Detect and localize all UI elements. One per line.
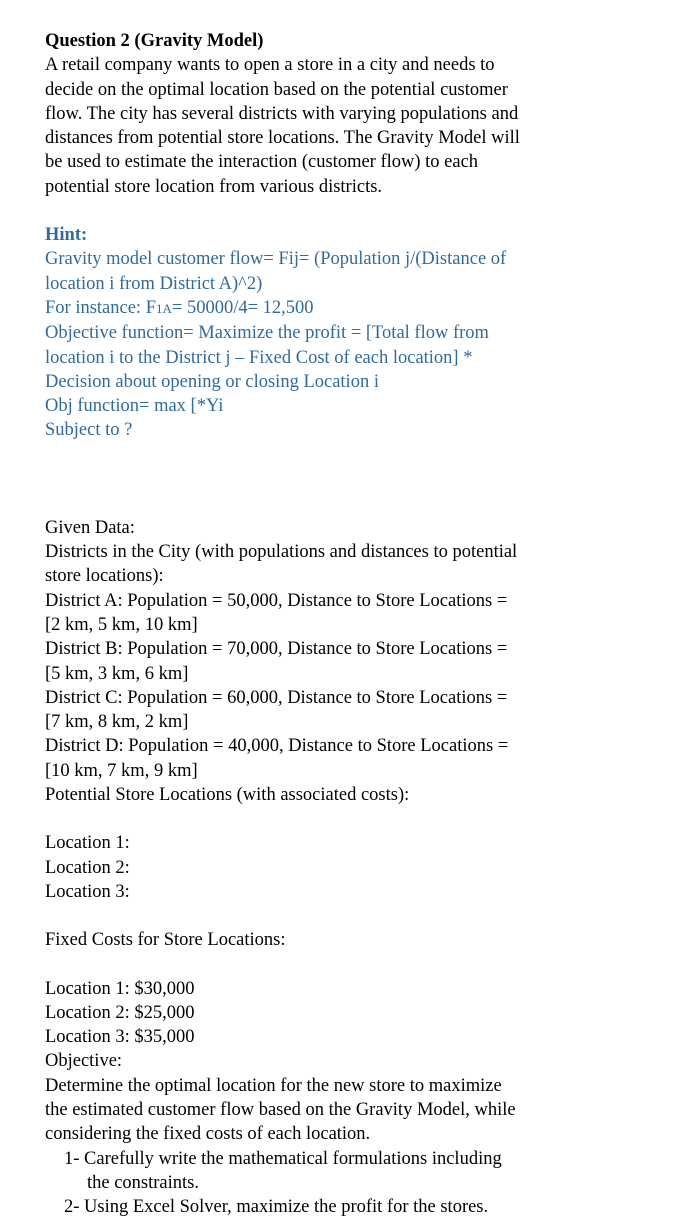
task-item: 2- Using Excel Solver, maximize the profit for the stores.	[64, 1197, 489, 1218]
intro-line: flow. The city has several districts with varying populations and	[45, 103, 519, 124]
spacer	[45, 199, 665, 223]
hint-formula-line: Gravity model customer flow= Fij= (Population j/(Distance of	[45, 249, 507, 270]
district-b-distances: [5 km, 3 km, 6 km]	[45, 663, 189, 684]
intro-line: be used to estimate the interaction (customer flow) to each	[45, 152, 479, 173]
hint-objective-line: Objective function= Maximize the profit = [Total flow from	[45, 323, 489, 344]
hint-section	[45, 223, 665, 443]
fixed-cost-item: Location 3: $35,000	[45, 1027, 195, 1048]
district-b-line: District B: Population = 70,000, Distance to Store Locations =	[45, 639, 508, 660]
hint-formula-line: location i from District A)^2)	[45, 273, 263, 294]
given-heading: Given Data:	[45, 517, 135, 538]
hint-example-prefix: For instance: F	[45, 297, 156, 318]
document-body	[45, 29, 665, 1219]
district-c-distances: [7 km, 8 km, 2 km]	[45, 712, 189, 733]
hint-example	[45, 296, 665, 321]
objective-line: the estimated customer flow based on the Gravity Model, while	[45, 1099, 516, 1120]
districts-intro-line: Districts in the City (with populations and distances to potential	[45, 542, 518, 563]
intro-line: decide on the optimal location based on the potential customer	[45, 79, 508, 100]
location-item: Location 3:	[45, 881, 130, 902]
hint-example-suffix: = 50000/4= 12,500	[171, 297, 314, 318]
location-item: Location 1:	[45, 833, 130, 854]
district-d-line: District D: Population = 40,000, Distance to Store Locations =	[45, 736, 509, 757]
objective-line: Determine the optimal location for the new store to maximize	[45, 1075, 502, 1096]
district-a-line: District A: Population = 50,000, Distance to Store Locations =	[45, 590, 508, 611]
locations-heading: Potential Store Locations (with associated costs):	[45, 785, 410, 806]
task-item: 1- Carefully write the mathematical formulations including	[64, 1148, 502, 1169]
hint-objective-line: Obj function= max [*Yi	[45, 396, 224, 417]
fixed-cost-item: Location 2: $25,000	[45, 1002, 195, 1023]
spacer	[45, 953, 665, 977]
spacer	[45, 904, 665, 928]
district-c-line: District C: Population = 60,000, Distance to Store Locations =	[45, 687, 508, 708]
task-item-continuation: the constraints.	[87, 1172, 200, 1193]
fixed-costs-heading: Fixed Costs for Store Locations:	[45, 930, 286, 951]
district-a-distances: [2 km, 5 km, 10 km]	[45, 614, 198, 635]
districts-intro-line: store locations):	[45, 566, 164, 587]
spacer	[45, 443, 665, 516]
question-title: Question 2 (Gravity Model)	[45, 31, 264, 51]
hint-objective-line: Subject to ?	[45, 420, 133, 441]
hint-objective-line: Decision about opening or closing Location i	[45, 371, 379, 392]
objective-line: considering the fixed costs of each location.	[45, 1124, 371, 1145]
location-item: Location 2:	[45, 857, 130, 878]
hint-objective-line: location i to the District j – Fixed Cost of each location] *	[45, 347, 473, 368]
intro-line: distances from potential store locations. The Gravity Model will	[45, 128, 520, 149]
district-d-distances: [10 km, 7 km, 9 km]	[45, 760, 198, 781]
hint-heading: Hint:	[45, 225, 88, 246]
hint-example-subscript: 1A	[156, 300, 172, 316]
intro-line: A retail company wants to open a store in a city and needs to	[45, 55, 495, 76]
fixed-cost-item: Location 1: $30,000	[45, 978, 195, 999]
objective-heading: Objective:	[45, 1051, 123, 1072]
intro-line: potential store location from various districts.	[45, 176, 383, 197]
spacer	[45, 807, 665, 831]
